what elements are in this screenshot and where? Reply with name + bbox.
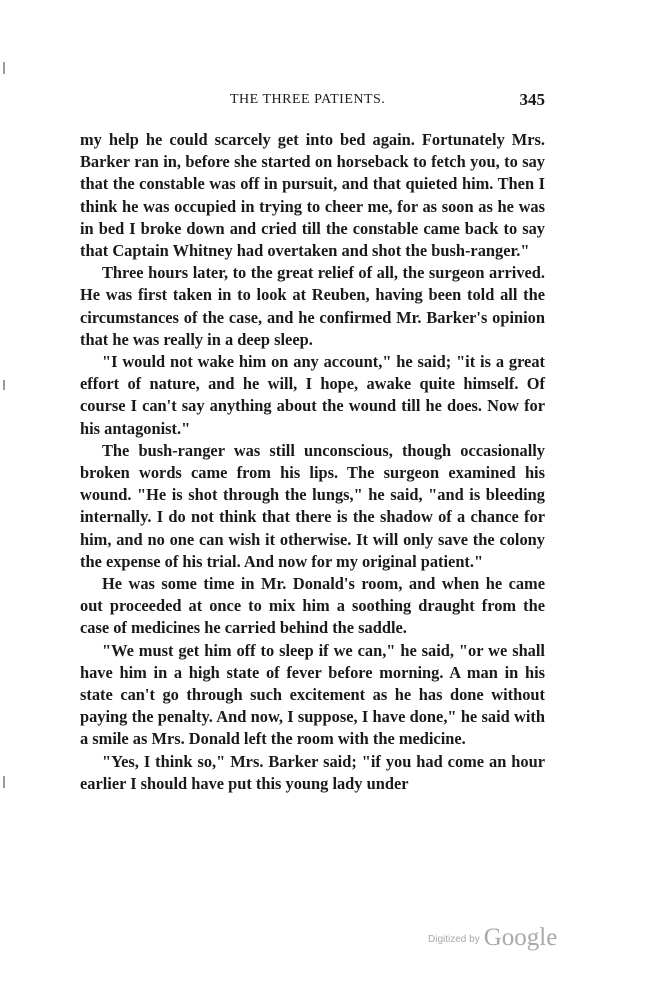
digitized-watermark bbox=[428, 924, 557, 958]
page-number: 345 bbox=[519, 90, 545, 109]
paragraph: "Yes, I think so," Mrs. Barker said; "if you had come an hour earlier I should have put this young lady under bbox=[80, 751, 545, 793]
body-text bbox=[80, 129, 545, 795]
google-logo: Google bbox=[483, 924, 558, 951]
paragraph: Three hours later, to the great relief of all, the surgeon arrived. He was first taken in to look at Reuben, having been told all the circumstances of the case, and he confirmed Mr. Barker's opinion that he was really in a deep sleep. bbox=[80, 263, 545, 349]
page-header bbox=[80, 90, 545, 114]
scan-edge-mark bbox=[3, 776, 5, 788]
paragraph: "We must get him off to sleep if we can," he said, "or we shall have him in a high state of fever before morning. A man in his state can't go through such excitement as he has done without paying the penalty. And now, I suppose, I have done," he said with a smile as Mrs. Donald left the room with the medicine. bbox=[80, 640, 545, 749]
scan-edge-mark bbox=[3, 62, 5, 74]
paragraph: my help he could scarcely get into bed again. Fortunately Mrs. Barker ran in, before she started on horseback to fetch you, to say that the constable was off in pursuit, and that quieted him. Then I think he was occupied in trying to cheer me, for as soon as he was in bed I broke down and cried till the constable came back to say that Captain Whitney had overtaken and shot the bush-ranger." bbox=[80, 130, 545, 261]
running-title: THE THREE PATIENTS. bbox=[230, 92, 386, 107]
paragraph: The bush-ranger was still unconscious, though occasionally broken words came from his lips. The surgeon examined his wound. "He is shot through the lungs," he said, "and is bleeding internally. I do not think that there is the shadow of a chance for him, and no one can wish it otherwise. It will only save the colony the expense of his trial. And now for my original patient." bbox=[80, 440, 545, 571]
paragraph: "I would not wake him on any account," he said; "it is a great effort of nature, and he will, I hope, awake quite himself. Of course I can't say anything about the wound till he does. Now for his antagonist." bbox=[80, 352, 545, 438]
paragraph: He was some time in Mr. Donald's room, and when he came out proceeded at once to mix him a soothing draught from the case of medicines he carried behind the saddle. bbox=[80, 574, 545, 638]
scan-edge-mark bbox=[3, 380, 5, 390]
watermark-prefix: Digitized by bbox=[428, 934, 480, 945]
